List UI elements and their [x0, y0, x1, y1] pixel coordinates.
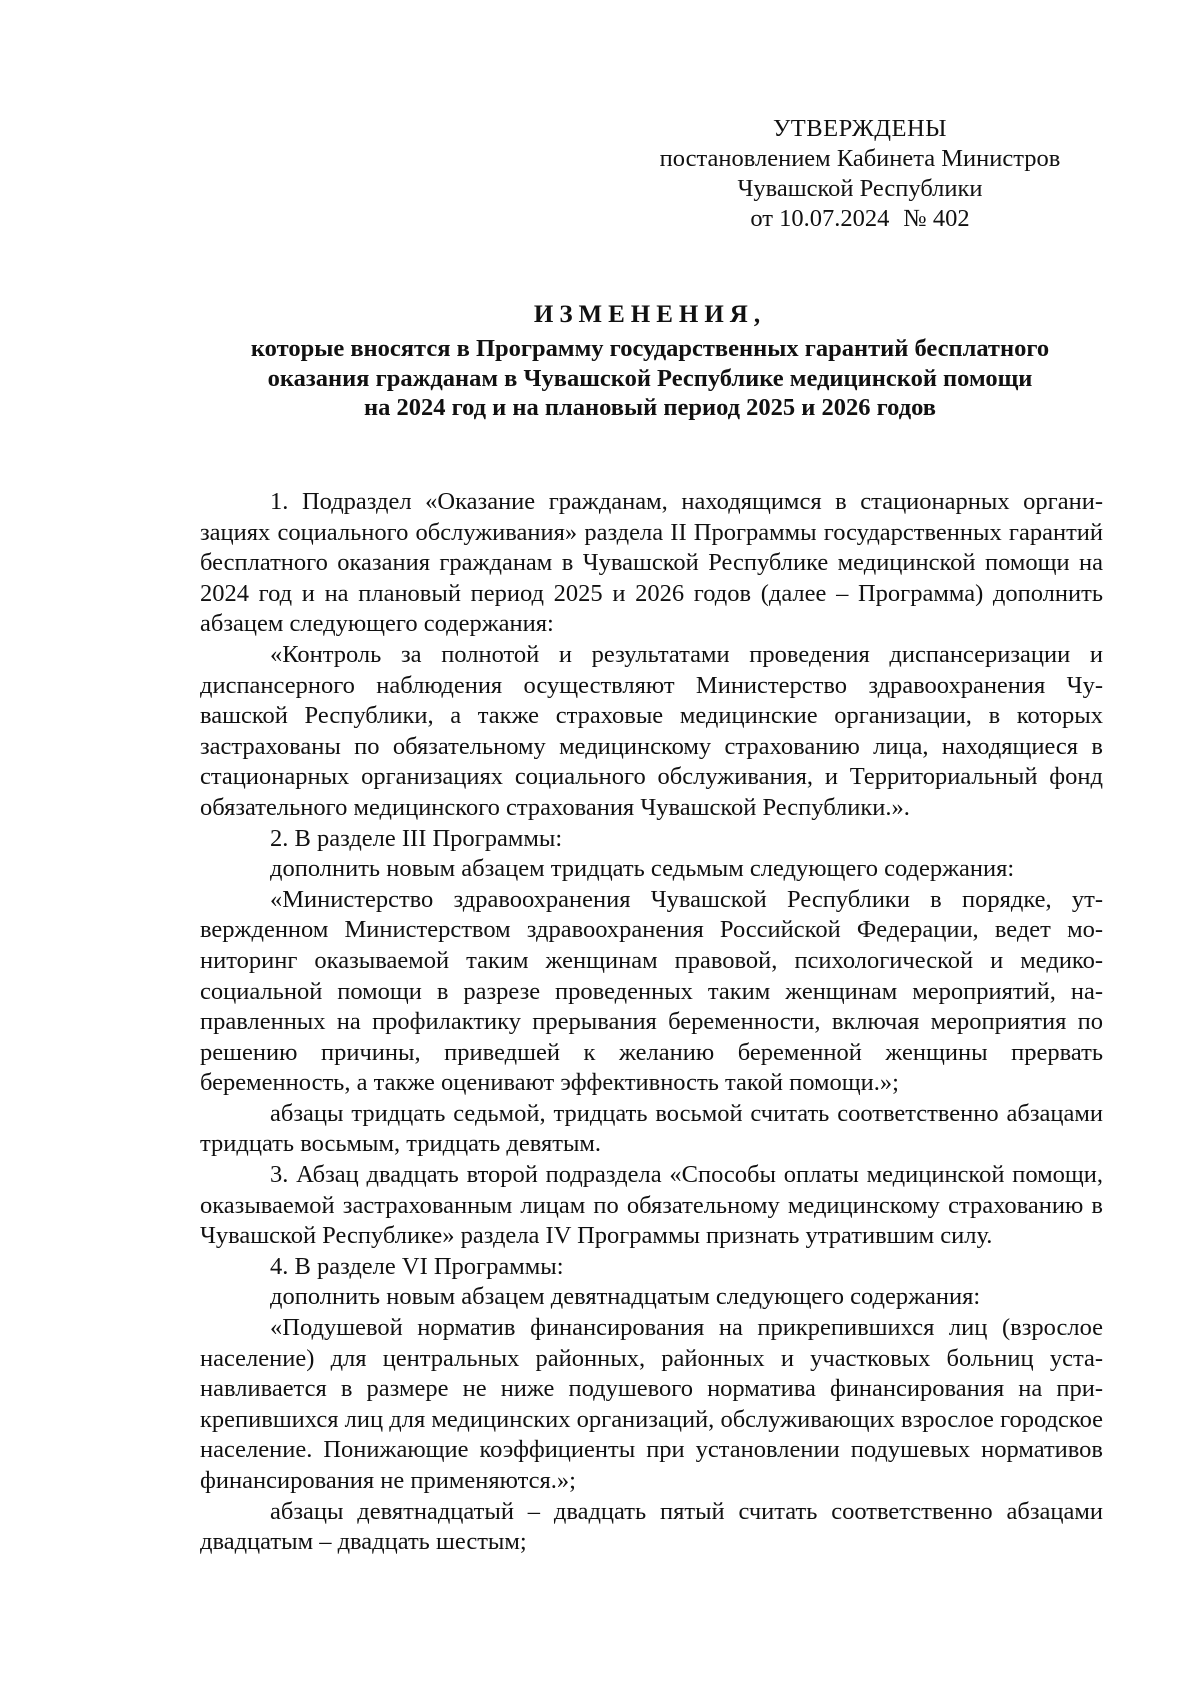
approval-date-line: [640, 204, 1080, 234]
paragraph: «Подушевой норматив финансирования на прикрепившихся лиц (взрослое население) для центральных районных, районных и участковых больниц устанавливается в размере не ниже подушевого норматива финансирования на прикрепившихся лиц для медицинских организаций, обслуживающих взрослое городское население. Понижающие коэффициенты при установлении подушевых нормативов финансирования не применяются.»;: [200, 1314, 1103, 1494]
paragraph: 1. Подраздел «Оказание гражданам, находящимся в стационарных организациях социального обслуживания» раздела II Программы государственных гарантий бесплатного оказания гражданам в Чувашской Республике медицинской помощи на 2024 год и на плановый период 2025 и 2026 годов (далее – Программа) дополнить абзацем следующего содержания:: [200, 488, 1103, 638]
paragraph: 2. В разделе III Программы:: [270, 824, 563, 852]
paragraph: «Министерство здравоохранения Чувашской Республики в порядке, утвержденном Министерством здравоохранения Российской Федерации, ведет мониторинг оказываемой таким женщинам правовой, психологической и медико-социальной помощи в разрезе проведенных таким женщинам мероприятий, направленных на профилактику прерывания беременности, включая мероприятия по решению причины, приведшей к желанию беременной женщины прервать беременность, а также оценивают эффективность такой помощи.»;: [200, 885, 1103, 1097]
approval-stamp: [640, 114, 1080, 234]
paragraph: дополнить новым абзацем девятнадцатым следующего содержания:: [270, 1283, 981, 1311]
document-title: [200, 300, 1100, 423]
document-body: [200, 487, 1103, 1558]
approval-heading: УТВЕРЖДЕНЫ: [772, 115, 948, 142]
approval-line-1: постановлением Кабинета Министров: [659, 145, 1061, 172]
paragraph: 3. Абзац двадцать второй подраздела «Способы оплаты медицинской помощи, оказываемой застрахованным лицам по обязательному медицинскому страхованию в Чувашской Республике» раздела IV Программы признать утратившим силу.: [200, 1161, 1103, 1250]
title-subtitle-line-1: которые вносятся в Программу государственных гарантий бесплатного: [250, 335, 1050, 362]
approval-number: № 402: [903, 205, 970, 232]
approval-date: от 10.07.2024: [750, 205, 890, 232]
paragraph: дополнить новым абзацем тридцать седьмым следующего содержания:: [270, 855, 1015, 883]
paragraph: абзацы девятнадцатый – двадцать пятый считать соответственно абзацами двадцатым – двадцать шестым;: [200, 1497, 1103, 1556]
title-subtitle-line-3: на 2024 год и на плановый период 2025 и 2026 годов: [363, 394, 936, 421]
paragraph: «Контроль за полнотой и результатами проведения диспансеризации и диспансерного наблюдения осуществляют Министерство здравоохранения Чувашской Республики, а также страховые медицинские организации, в которых застрахованы по обязательному медицинскому страхованию лица, находящиеся в стационарных организациях социального обслуживания, и Территориальный фонд обязательного медицинского страхования Чувашской Республики.».: [200, 640, 1103, 821]
title-heading: ИЗМЕНЕНИЯ,: [533, 301, 767, 328]
paragraph: абзацы тридцать седьмой, тридцать восьмой считать соответственно абзацами тридцать восьмым, тридцать девятым.: [200, 1099, 1103, 1158]
title-subtitle-line-2: оказания гражданам в Чувашской Республике медицинской помощи: [267, 364, 1033, 392]
approval-line-2: Чувашской Республики: [737, 175, 983, 202]
paragraph: 4. В разделе VI Программы:: [270, 1252, 564, 1280]
